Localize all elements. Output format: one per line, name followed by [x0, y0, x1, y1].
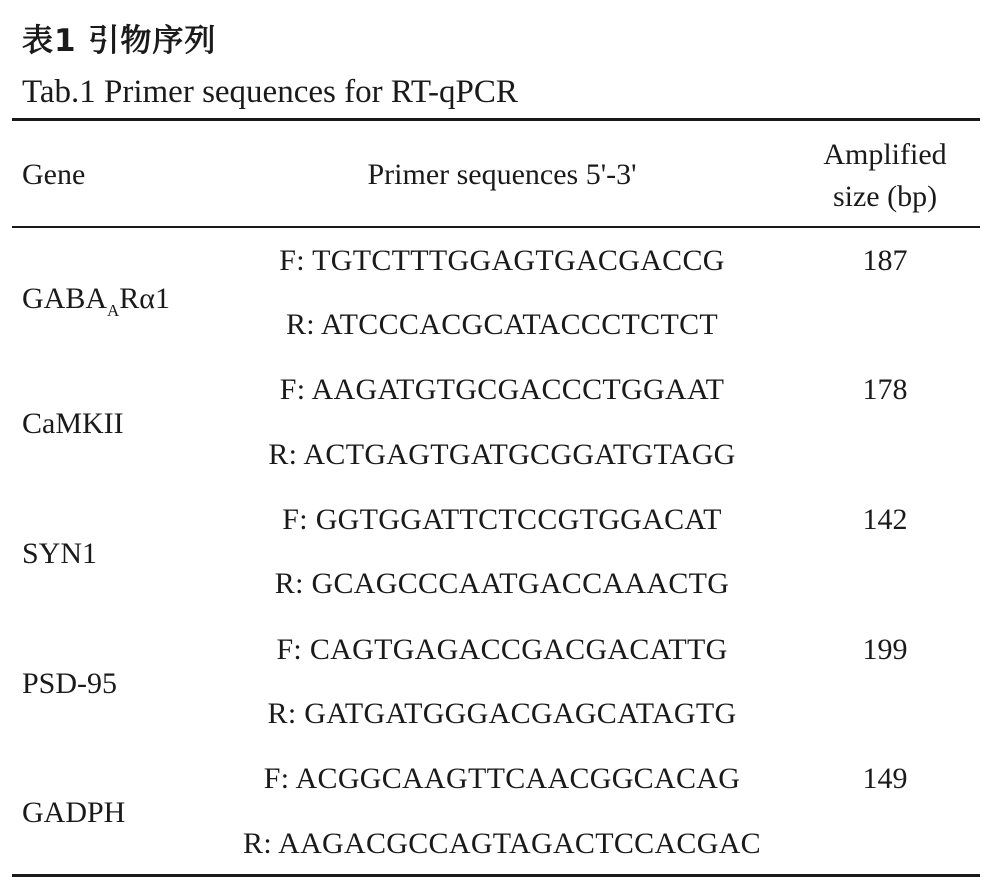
amplified-size: 149 [862, 762, 908, 795]
reverse-primer: R: GATGATGGGACGAGCATAGTG [267, 697, 737, 730]
header-amplified-size-line1: Amplified [823, 138, 947, 171]
forward-primer: F: AAGATGTGCGACCCTGGAAT [279, 373, 725, 406]
table-title-chinese: 表1 引物序列 [22, 23, 217, 59]
header-amplified-size [790, 134, 980, 218]
reverse-primer: R: ACTGAGTGATGCGGATGTAGG [268, 438, 736, 471]
header-gene: Gene [22, 158, 86, 191]
forward-primer: F: TGTCTTTGGAGTGACGACCG [279, 244, 725, 277]
amplified-size: 142 [862, 503, 908, 536]
amplified-size: 178 [862, 373, 908, 406]
gene-name-tail: Rα1 [119, 282, 171, 315]
forward-primer: F: ACGGCAAGTTCAACGGCACAG [263, 762, 741, 795]
forward-primer: F: GGTGGATTCTCCGTGGACAT [282, 503, 722, 536]
reverse-primer: R: AAGACGCCAGTAGACTCCACGAC [243, 827, 761, 860]
gene-name: SYN1 [22, 537, 98, 570]
table-bottom-rule [12, 874, 980, 877]
table-top-rule [12, 118, 980, 121]
reverse-primer: R: ATCCCACGCATACCCTCTCT [285, 308, 719, 341]
gene-name-subscript: A [107, 301, 120, 320]
table-header-rule [12, 226, 980, 228]
gene-name: CaMKII [22, 407, 124, 440]
gene-name-base: GABA [22, 282, 108, 315]
header-primer-sequences: Primer sequences 5'-3' [367, 158, 637, 191]
amplified-size: 187 [862, 244, 908, 277]
amplified-size: 199 [862, 633, 908, 666]
gene-name: GADPH [22, 796, 126, 829]
table-title-english: Tab.1 Primer sequences for RT-qPCR [22, 74, 518, 110]
header-amplified-size-line2: size (bp) [832, 180, 938, 213]
gene-name: PSD-95 [22, 667, 118, 700]
reverse-primer: R: GCAGCCCAATGACCAAACTG [274, 567, 730, 600]
forward-primer: F: CAGTGAGACCGACGACATTG [276, 633, 728, 666]
